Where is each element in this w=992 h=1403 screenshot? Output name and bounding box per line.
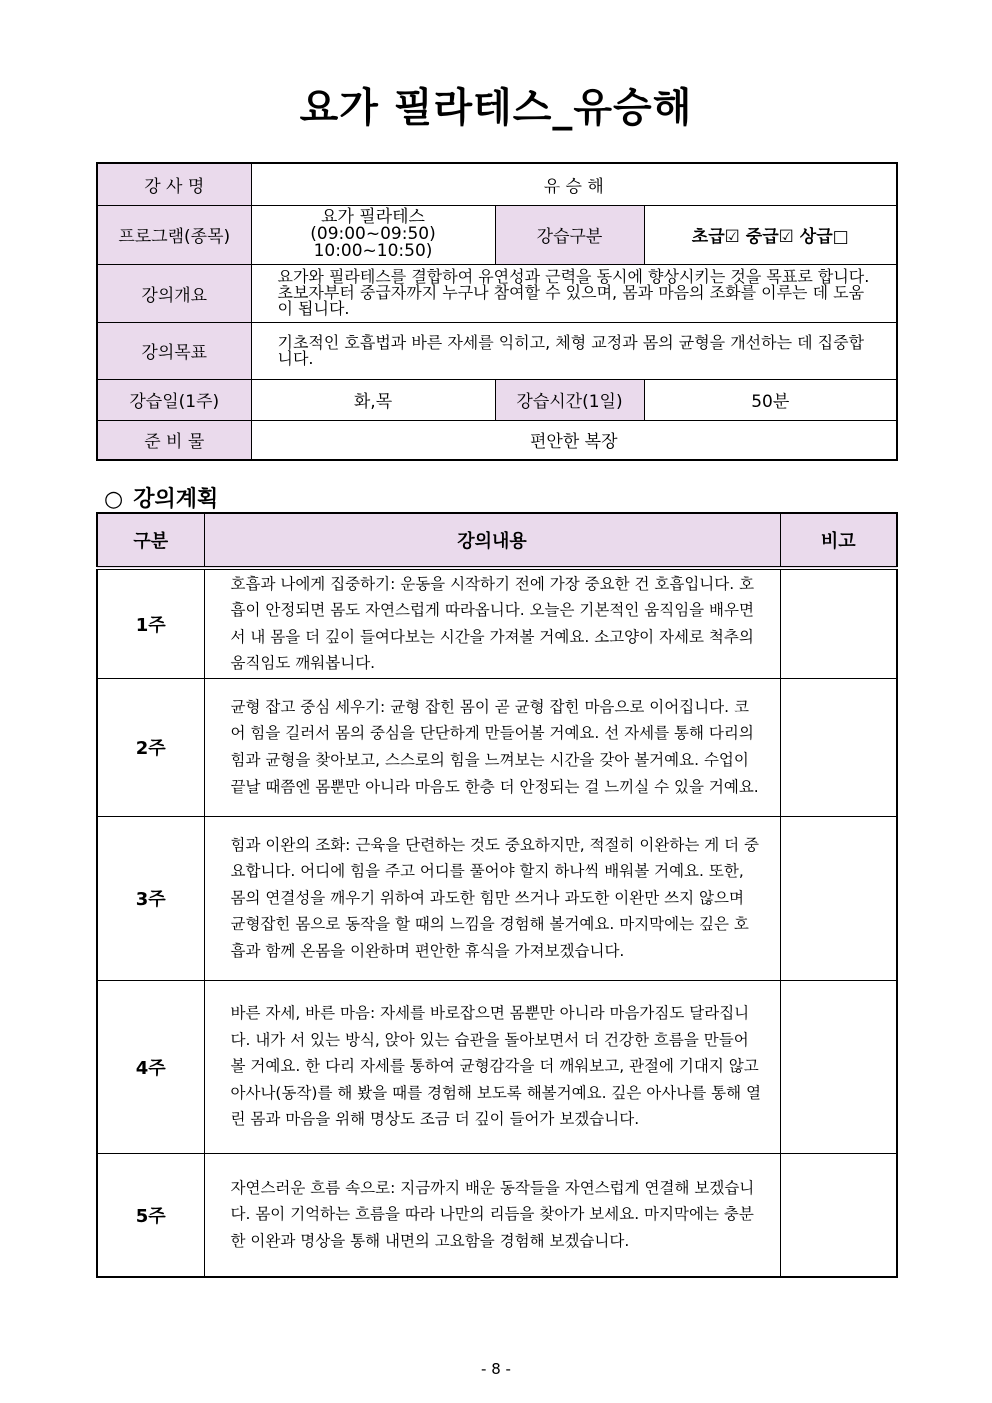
week-content: 균형 잡고 중심 세우기: 균형 잡힌 몸이 곧 균형 잡힌 마음으로 이어집니다. 코어 힘을 길러서 몸의 중심을 단단하게 만들어볼 거예요. 선 자세를 통해 다리의 힘과 균형을 찾아보고, 스스로의 힘을 느껴보는 시간을 갖아 볼거예요. 수업이 끝날 때쯤엔 몸뿐만 아니라 마음도 한층 더 안정되는 걸 느끼실 수 있을 거예요. — [204, 678, 780, 816]
table-row — [97, 568, 897, 678]
week-note — [780, 568, 897, 678]
overview-label: 강의개요 — [97, 264, 251, 322]
table-row — [97, 816, 897, 980]
week-content: 바른 자세, 바른 마음: 자세를 바로잡으면 몸뿐만 아니라 마음가짐도 달라집니다. 내가 서 있는 방식, 앉아 있는 습관을 돌아보면서 더 건강한 흐름을 만들어볼 거예요. 한 다리 자세를 통하여 균형감각을 더 깨워보고, 관절에 기대지 않고 아사나(동작)를 해 봤을 때를 경험해 보도록 해볼거예요. 깊은 아사나를 통해 열린 몸과 마음을 위해 명상도 조금 더 깊이 들어가 보겠습니다. — [204, 980, 780, 1153]
week-label: 4주 — [97, 980, 204, 1153]
table-row — [97, 1153, 897, 1277]
instructor-label: 강 사 명 — [97, 163, 251, 205]
page-number: - 8 - — [481, 1360, 511, 1378]
program-time-2: 10:00~10:50) — [313, 241, 433, 261]
course-info-table — [96, 162, 898, 461]
table-row — [97, 980, 897, 1153]
program-time-1: (09:00~09:50) — [310, 224, 436, 244]
header-week: 구분 — [97, 513, 204, 568]
program-name: 요가 필라테스 — [321, 207, 425, 227]
header-content: 강의내용 — [204, 513, 780, 568]
supplies-value: 편안한 복장 — [251, 420, 897, 460]
goal-value: 기초적인 호흡법과 바른 자세를 익히고, 체형 교정과 몸의 균형을 개선하는 데 집중합니다. — [251, 322, 897, 379]
week-note — [780, 980, 897, 1153]
week-content: 호흡과 나에게 집중하기: 운동을 시작하기 전에 가장 중요한 건 호흡입니다. 호흡이 안정되면 몸도 자연스럽게 따라옵니다. 오늘은 기본적인 움직임을 배우면서 내 몸을 더 깊이 들여다보는 시간을 가져볼 거예요. 소고양이 자세로 척추의 움직임도 깨워봅니다. — [204, 568, 780, 678]
duration-value: 50분 — [644, 379, 897, 420]
supplies-label: 준 비 물 — [97, 420, 251, 460]
lesson-plan-table — [96, 512, 898, 1278]
week-label: 5주 — [97, 1153, 204, 1277]
level-value: 초급☑ 중급☑ 상급□ — [644, 205, 897, 264]
section-heading — [104, 482, 218, 513]
week-note — [780, 678, 897, 816]
level-label: 강습구분 — [495, 205, 644, 264]
week-label: 2주 — [97, 678, 204, 816]
week-content: 힘과 이완의 조화: 근육을 단련하는 것도 중요하지만, 적절히 이완하는 게 더 중요합니다. 어디에 힘을 주고 어디를 풀어야 할지 하나씩 배워볼 거예요. 또한, 몸의 연결성을 깨우기 위하여 과도한 힘만 쓰거나 과도한 이완만 쓰지 않으며 균형잡힌 몸으로 동작을 할 때의 느낌을 경험해 볼거예요. 마지막에는 깊은 호흡과 함께 온몸을 이완하며 편안한 휴식을 가져보겠습니다. — [204, 816, 780, 980]
overview-value: 요가와 필라테스를 결합하여 유연성과 근력을 동시에 향상시키는 것을 목표로 합니다. 초보자부터 중급자까지 누구나 참여할 수 있으며, 몸과 마음의 조화를 이루는 데 도움이 됩니다. — [251, 264, 897, 322]
table-row — [97, 678, 897, 816]
goal-label: 강의목표 — [97, 322, 251, 379]
header-note: 비고 — [780, 513, 897, 568]
instructor-value: 유 승 해 — [251, 163, 897, 205]
duration-label: 강습시간(1일) — [495, 379, 644, 420]
week-label: 3주 — [97, 816, 204, 980]
week-note — [780, 1153, 897, 1277]
days-label: 강습일(1주) — [97, 379, 251, 420]
week-content: 자연스러운 흐름 속으로: 지금까지 배운 동작들을 자연스럽게 연결해 보겠습니다. 몸이 기억하는 흐름을 따라 나만의 리듬을 찾아가 보세요. 마지막에는 충분한 이완과 명상을 통해 내면의 고요함을 경험해 보겠습니다. — [204, 1153, 780, 1277]
week-label: 1주 — [97, 568, 204, 678]
page-title: 요가 필라테스_유승해 — [299, 85, 693, 131]
section-title: 강의계획 — [133, 487, 219, 512]
program-label: 프로그램(종목) — [97, 205, 251, 264]
days-value: 화,목 — [251, 379, 495, 420]
week-note — [780, 816, 897, 980]
program-value — [251, 205, 495, 264]
circle-bullet-icon: ○ — [104, 487, 124, 512]
